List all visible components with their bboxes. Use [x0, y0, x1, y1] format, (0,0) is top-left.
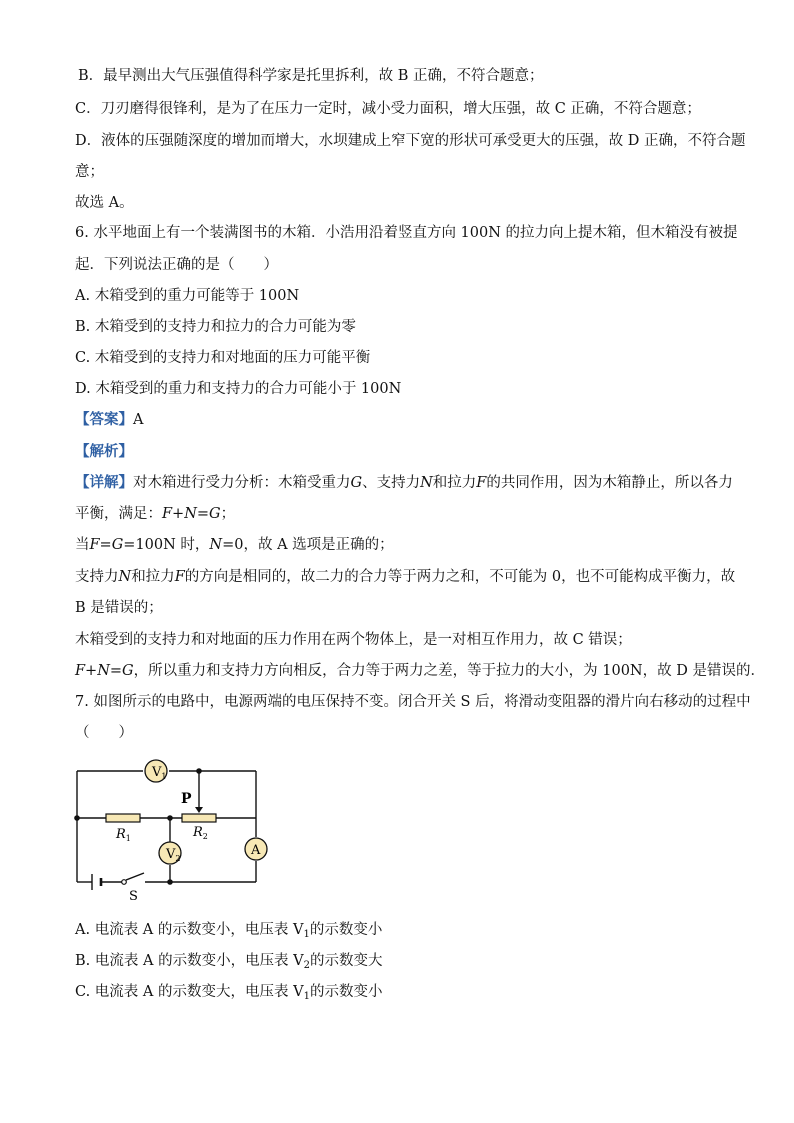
q6-option-a: A. 木箱受到的重力可能等于 100N	[75, 288, 300, 304]
q7-stem-line1: 7. 如图所示的电路中，电源两端的电压保持不变。闭合开关 S 后，将滑动变阻器的滑片向右移动的过程中	[75, 694, 751, 710]
resistor-r1	[106, 814, 140, 822]
equation: F+N=G	[162, 506, 221, 522]
punctuation: ；	[220, 506, 236, 522]
r1-label: $R_1$	[116, 827, 131, 843]
detail-text: ，所以重力和支持力方向相反，合力等于两力之差，等于拉力的大小，为 100N，故 D 是错误的．	[133, 663, 765, 679]
symbol-n: N	[209, 537, 223, 553]
subscript: 2	[303, 960, 311, 971]
q6-detail-line1	[75, 473, 733, 493]
symbol-f: F	[174, 569, 185, 585]
v2-label: $V_2$	[166, 847, 181, 863]
q5-conclusion: 故选 A。	[75, 195, 134, 211]
equation: F+N=G	[75, 663, 134, 679]
detail-text: 对木箱进行受力分析：木箱受重力	[133, 475, 351, 491]
v1-label: $V_1$	[152, 765, 167, 781]
symbol-g: G	[350, 475, 363, 491]
q6-detail-line7	[75, 661, 765, 681]
q7-stem-line2: （ ）	[75, 725, 133, 741]
junction-dot	[167, 815, 173, 821]
switch-pivot	[122, 880, 127, 885]
switch-blade	[126, 873, 144, 880]
option-text: 的示数变小	[309, 984, 383, 1000]
detail-text: 的共同作用，因为木箱静止，所以各力	[486, 475, 733, 491]
q7-option-b	[75, 951, 383, 976]
detail-text: 、支持力	[362, 475, 421, 491]
detail-text: 的方向是相同的，故二力的合力等于两力之和，不可能为 0，也不可能构成平衡力，故	[184, 569, 736, 585]
option-text: 的示数变小	[309, 922, 383, 938]
q5-option-c: C．刀刃磨得很锋利，是为了在压力一定时，减小受力面积，增大压强，故 C 正确，不符合题意；	[75, 101, 701, 117]
q6-detail-line3	[75, 535, 394, 555]
option-text: C. 电流表 A 的示数变大，电压表 V	[75, 984, 304, 1000]
q6-detail-line6: 木箱受到的支持力和对地面的压力作用在两个物体上，是一对相互作用力，故 C 错误；	[75, 632, 632, 648]
q6-detail-line2	[75, 504, 235, 524]
detail-text: 和拉力	[131, 569, 175, 585]
q5-option-d-line2: 意；	[75, 164, 104, 180]
circuit-diagram	[70, 755, 270, 905]
q6-option-b: B. 木箱受到的支持力和拉力的合力可能为零	[75, 319, 356, 335]
q5-option-b: B．最早测出大气压强值得科学家是托里拆利，故 B 正确，不符合题意；	[78, 68, 544, 84]
subscript: 1	[303, 991, 310, 1002]
detail-text: =0，故 A 选项是正确的；	[222, 537, 394, 553]
q5-option-d-line1: D．液体的压强随深度的增加而增大，水坝建成上窄下宽的形状可承受更大的压强，故 D 正确，不符合题	[75, 133, 746, 149]
q7-option-a	[75, 920, 382, 945]
slider-p-label: P	[181, 791, 192, 807]
equation: F=G	[89, 537, 124, 553]
subscript: 1	[303, 929, 310, 940]
analysis-tag: 【解析】	[75, 443, 133, 460]
detail-text: =100N 时，	[123, 537, 210, 553]
junction-dot	[167, 879, 173, 885]
q6-detail-line4	[75, 567, 735, 587]
slider-arrow-icon	[195, 807, 203, 813]
detail-text: 当	[75, 537, 90, 553]
junction-dot	[196, 768, 202, 774]
q6-option-d: D. 木箱受到的重力和支持力的合力可能小于 100N	[75, 381, 402, 397]
r2-label: $R_2$	[193, 825, 208, 841]
detail-text: 和拉力	[432, 475, 477, 491]
circuit-wires	[77, 771, 256, 882]
ammeter-label: A	[251, 843, 261, 858]
symbol-n: N	[420, 475, 433, 491]
junction-dot	[74, 815, 80, 821]
answer-value: A	[133, 412, 144, 428]
rheostat-r2	[182, 814, 216, 822]
detail-text: 平衡，满足：	[75, 506, 162, 522]
answer-tag: 【答案】	[75, 411, 133, 428]
q6-stem-line1: 6. 水平地面上有一个装满图书的木箱．小浩用沿着竖直方向 100N 的拉力向上提木箱，但木箱没有被提	[75, 225, 738, 241]
switch-label: S	[129, 889, 138, 904]
symbol-f: F	[476, 475, 487, 491]
q6-analysis-heading	[75, 442, 133, 462]
option-text: A. 电流表 A 的示数变小，电压表 V	[75, 922, 304, 938]
symbol-n: N	[118, 569, 132, 585]
detail-text: 支持力	[75, 569, 119, 585]
q7-option-c	[75, 982, 382, 1007]
q6-detail-line5: B 是错误的；	[75, 600, 163, 616]
q6-answer	[75, 410, 143, 430]
q6-stem-line2: 起．下列说法正确的是（ ）	[75, 257, 278, 273]
q6-option-c: C. 木箱受到的支持力和对地面的压力可能平衡	[75, 350, 371, 366]
option-text: B. 电流表 A 的示数变小，电压表 V	[75, 953, 304, 969]
option-text: 的示数变大	[310, 953, 383, 969]
detail-tag: 【详解】	[75, 474, 133, 491]
